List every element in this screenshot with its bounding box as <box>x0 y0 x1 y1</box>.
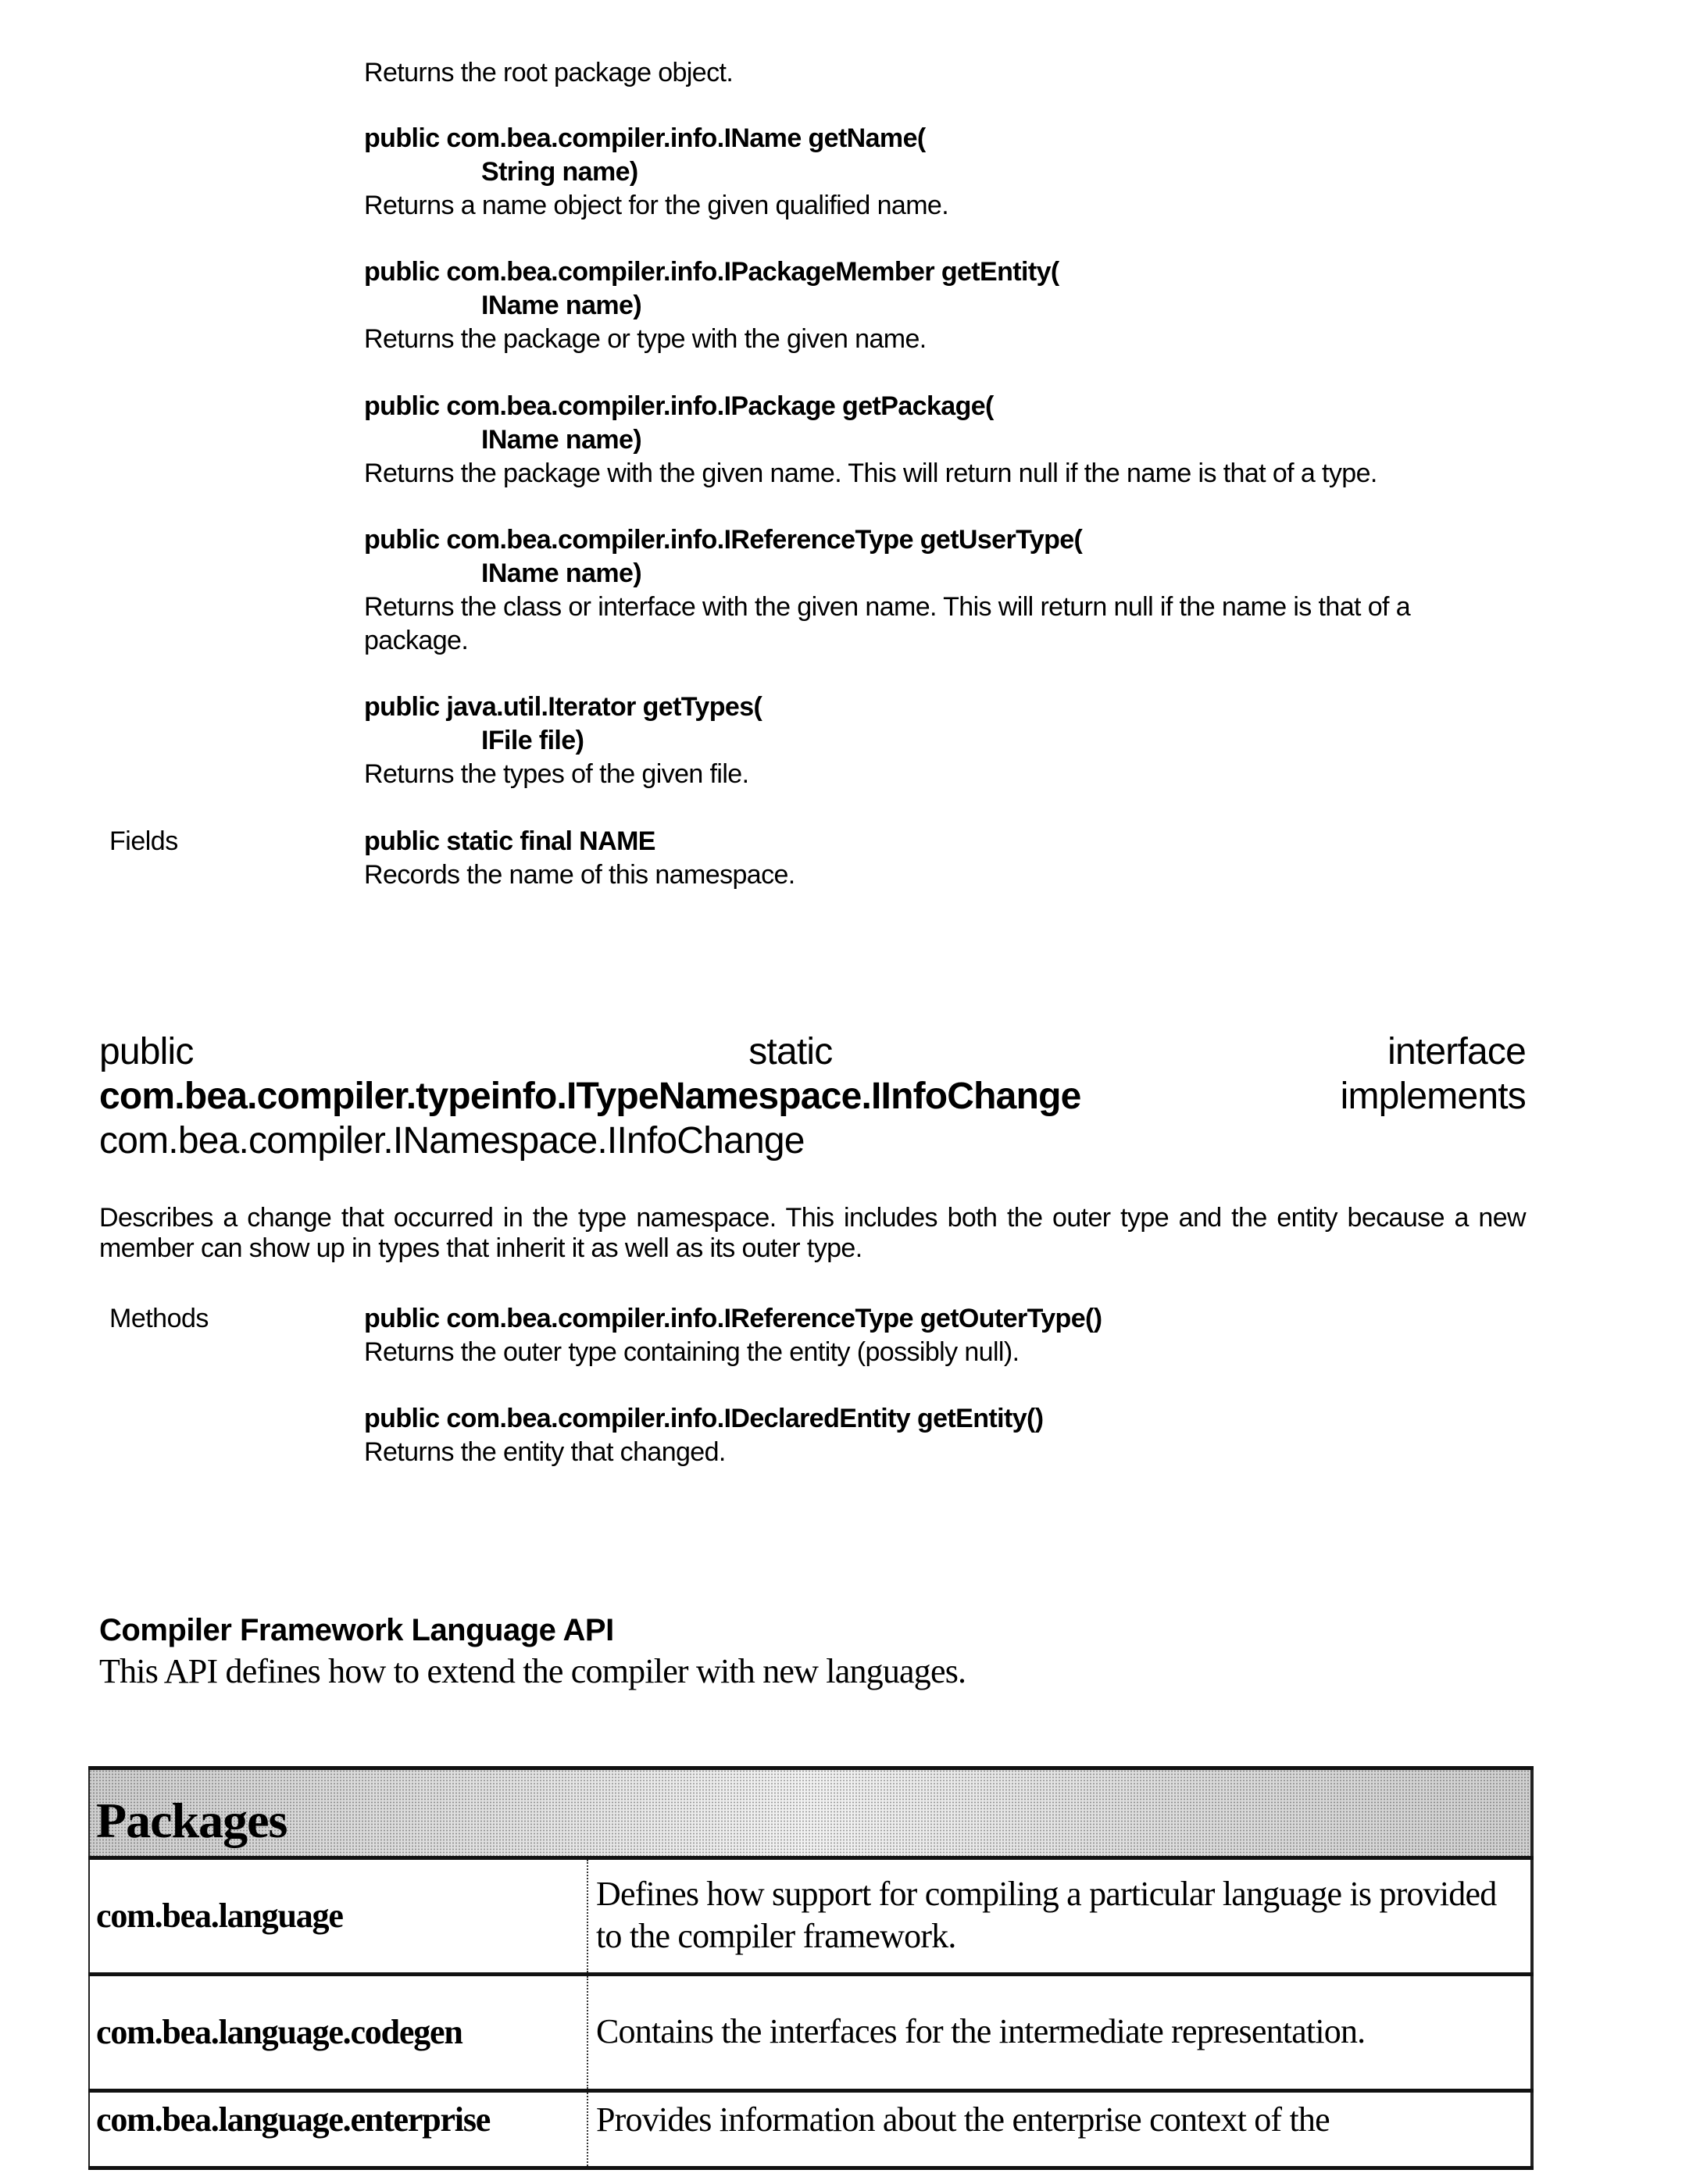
member-signature: public com.bea.compiler.info.IName getName( <box>364 123 926 153</box>
method-getOuterType <box>364 1302 1102 1369</box>
member-getUserType <box>364 523 1410 658</box>
table-row <box>89 2091 1532 2168</box>
packages-table-header-row <box>89 1768 1532 1858</box>
interface-name: com.bea.compiler.typeinfo.ITypeNamespace.IInfoChange <box>99 1076 1081 1117</box>
declaration-implemented <box>99 1119 1526 1163</box>
member-description-continued: package. <box>364 626 469 655</box>
methods-label: Methods <box>109 1304 209 1333</box>
field-NAME <box>364 825 795 892</box>
member-getTypes <box>364 691 762 791</box>
member-parameter: IName name) <box>481 558 642 588</box>
member-parameter: IName name) <box>481 291 642 320</box>
section-heading: Compiler Framework Language API <box>99 1613 614 1647</box>
member-parameter: String name) <box>481 157 638 187</box>
member-getName <box>364 122 948 223</box>
keyword-interface: interface <box>1387 1031 1526 1072</box>
member-description: Returns the root package object. <box>364 58 734 87</box>
keyword-implements: implements <box>1340 1076 1526 1117</box>
member-root-package <box>364 56 733 90</box>
method-description: Returns the outer type containing the entity (possibly null). <box>364 1337 1020 1367</box>
packages-table-header <box>89 1768 1532 1858</box>
member-signature: public com.bea.compiler.info.IReferenceType getUserType( <box>364 525 1083 555</box>
modifier-static: static <box>748 1031 833 1072</box>
table-row <box>89 1858 1532 1975</box>
package-name: com.bea.language.codegen <box>89 1975 587 2091</box>
implemented-interface: com.bea.compiler.INamespace.IInfoChange <box>99 1120 805 1162</box>
member-getEntity <box>364 255 1059 356</box>
member-signature: public com.bea.compiler.info.IPackage getPackage( <box>364 391 994 421</box>
method-getEntity <box>364 1402 1043 1469</box>
field-description: Records the name of this namespace. <box>364 860 795 890</box>
fields-label: Fields <box>109 826 178 856</box>
member-getPackage <box>364 390 1377 491</box>
declaration-name-line <box>99 1074 1526 1119</box>
member-signature: public java.util.Iterator getTypes( <box>364 692 762 722</box>
member-parameter: IName name) <box>481 425 642 455</box>
interface-description: Describes a change that occurred in the type namespace. This includes both the outer type and the entity because a new member can show up in types that inherit it as well as its outer type. <box>99 1203 1526 1263</box>
modifier-public: public <box>99 1031 194 1072</box>
method-description: Returns the entity that changed. <box>364 1437 726 1467</box>
member-description: Returns the types of the given file. <box>364 759 749 789</box>
packages-table <box>88 1766 1534 2170</box>
table-row <box>89 1975 1532 2091</box>
packages-header-label: Packages <box>96 1793 287 1848</box>
section-intro: This API defines how to extend the compiler with new languages. <box>99 1652 966 1690</box>
package-name: com.bea.language.enterprise <box>89 2091 587 2168</box>
member-description: Returns a name object for the given qualified name. <box>364 191 949 220</box>
declaration-modifiers <box>99 1030 1526 1074</box>
interface-declaration <box>99 1030 1526 1163</box>
member-description: Returns the class or interface with the given name. This will return null if the name is that of a <box>364 592 1411 622</box>
member-description: Returns the package with the given name. This will return null if the name is that of a type. <box>364 459 1377 488</box>
field-signature: public static final NAME <box>364 826 655 856</box>
package-description: Contains the interfaces for the intermediate representation. <box>587 1975 1532 2091</box>
method-signature: public com.bea.compiler.info.IDeclaredEntity getEntity() <box>364 1404 1044 1433</box>
package-description: Defines how support for compiling a particular language is provided to the compiler framework. <box>587 1858 1532 1975</box>
package-description: Provides information about the enterprise context of the <box>587 2091 1532 2168</box>
member-description: Returns the package or type with the given name. <box>364 324 927 354</box>
method-signature: public com.bea.compiler.info.IReferenceType getOuterType() <box>364 1304 1102 1333</box>
package-name: com.bea.language <box>89 1858 587 1975</box>
member-parameter: IFile file) <box>481 726 584 755</box>
member-signature: public com.bea.compiler.info.IPackageMember getEntity( <box>364 257 1059 287</box>
